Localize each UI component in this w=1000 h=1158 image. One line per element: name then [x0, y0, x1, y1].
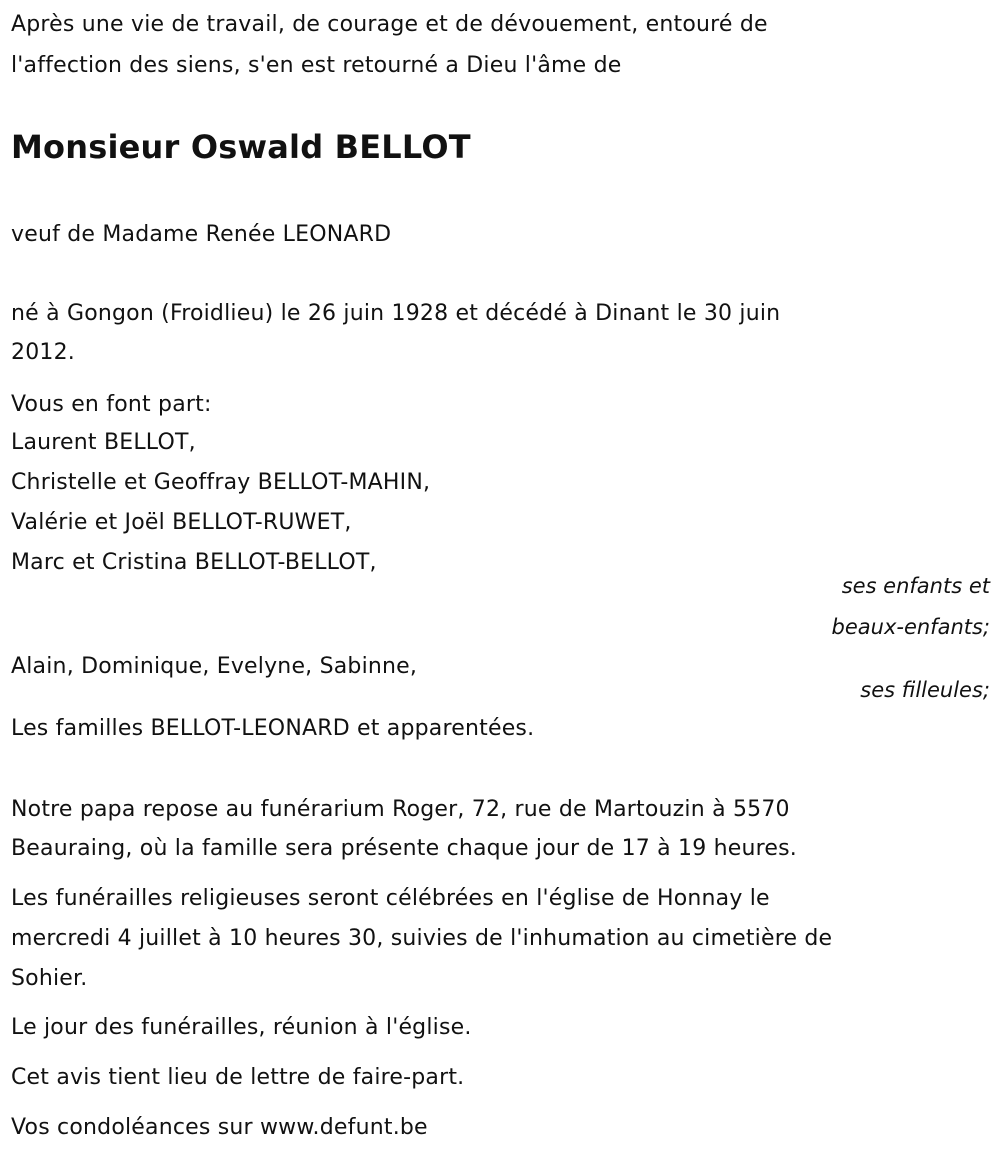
children-role-2: beaux-enfants; [831, 615, 990, 639]
meeting-text: Le jour des funérailles, réunion à l'église. [11, 1015, 472, 1040]
intro-line-2: l'affection des siens, s'en est retourné a Dieu l'âme de [11, 53, 622, 78]
birth-death-line-2: 2012. [11, 340, 75, 365]
announce-text: Vous en font part: [11, 392, 212, 417]
funerarium-line-1: Notre papa repose au funérarium Roger, 72, rue de Martouzin à 5570 [11, 797, 790, 822]
godchildren-role: ses filleules; [860, 678, 990, 702]
funerarium-line-2: Beauraing, où la famille sera présente chaque jour de 17 à 19 heures. [11, 836, 797, 861]
funeral-line-1: Les funérailles religieuses seront célébrées en l'église de Honnay le [11, 886, 770, 911]
condolences-text: Vos condoléances sur www.defunt.be [11, 1115, 428, 1140]
intro-line-1: Après une vie de travail, de courage et de dévouement, entouré de [11, 12, 768, 37]
birth-death-line-1: né à Gongon (Froidlieu) le 26 juin 1928 et décédé à Dinant le 30 juin [11, 301, 781, 326]
notice-text: Cet avis tient lieu de lettre de faire-part. [11, 1065, 465, 1090]
godchildren: Alain, Dominique, Evelyne, Sabinne, [11, 654, 418, 679]
child-4: Marc et Cristina BELLOT-BELLOT, [11, 550, 377, 575]
child-1: Laurent BELLOT, [11, 430, 196, 455]
funeral-line-3: Sohier. [11, 966, 88, 991]
child-3: Valérie et Joël BELLOT-RUWET, [11, 510, 352, 535]
funeral-line-2: mercredi 4 juillet à 10 heures 30, suivies de l'inhumation au cimetière de [11, 926, 833, 951]
child-2: Christelle et Geoffray BELLOT-MAHIN, [11, 470, 431, 495]
widower-text: veuf de Madame Renée LEONARD [11, 222, 392, 247]
families-text: Les familles BELLOT-LEONARD et apparentées. [11, 716, 535, 741]
children-role-1: ses enfants et [841, 574, 990, 598]
deceased-name: Monsieur Oswald BELLOT [11, 128, 471, 166]
